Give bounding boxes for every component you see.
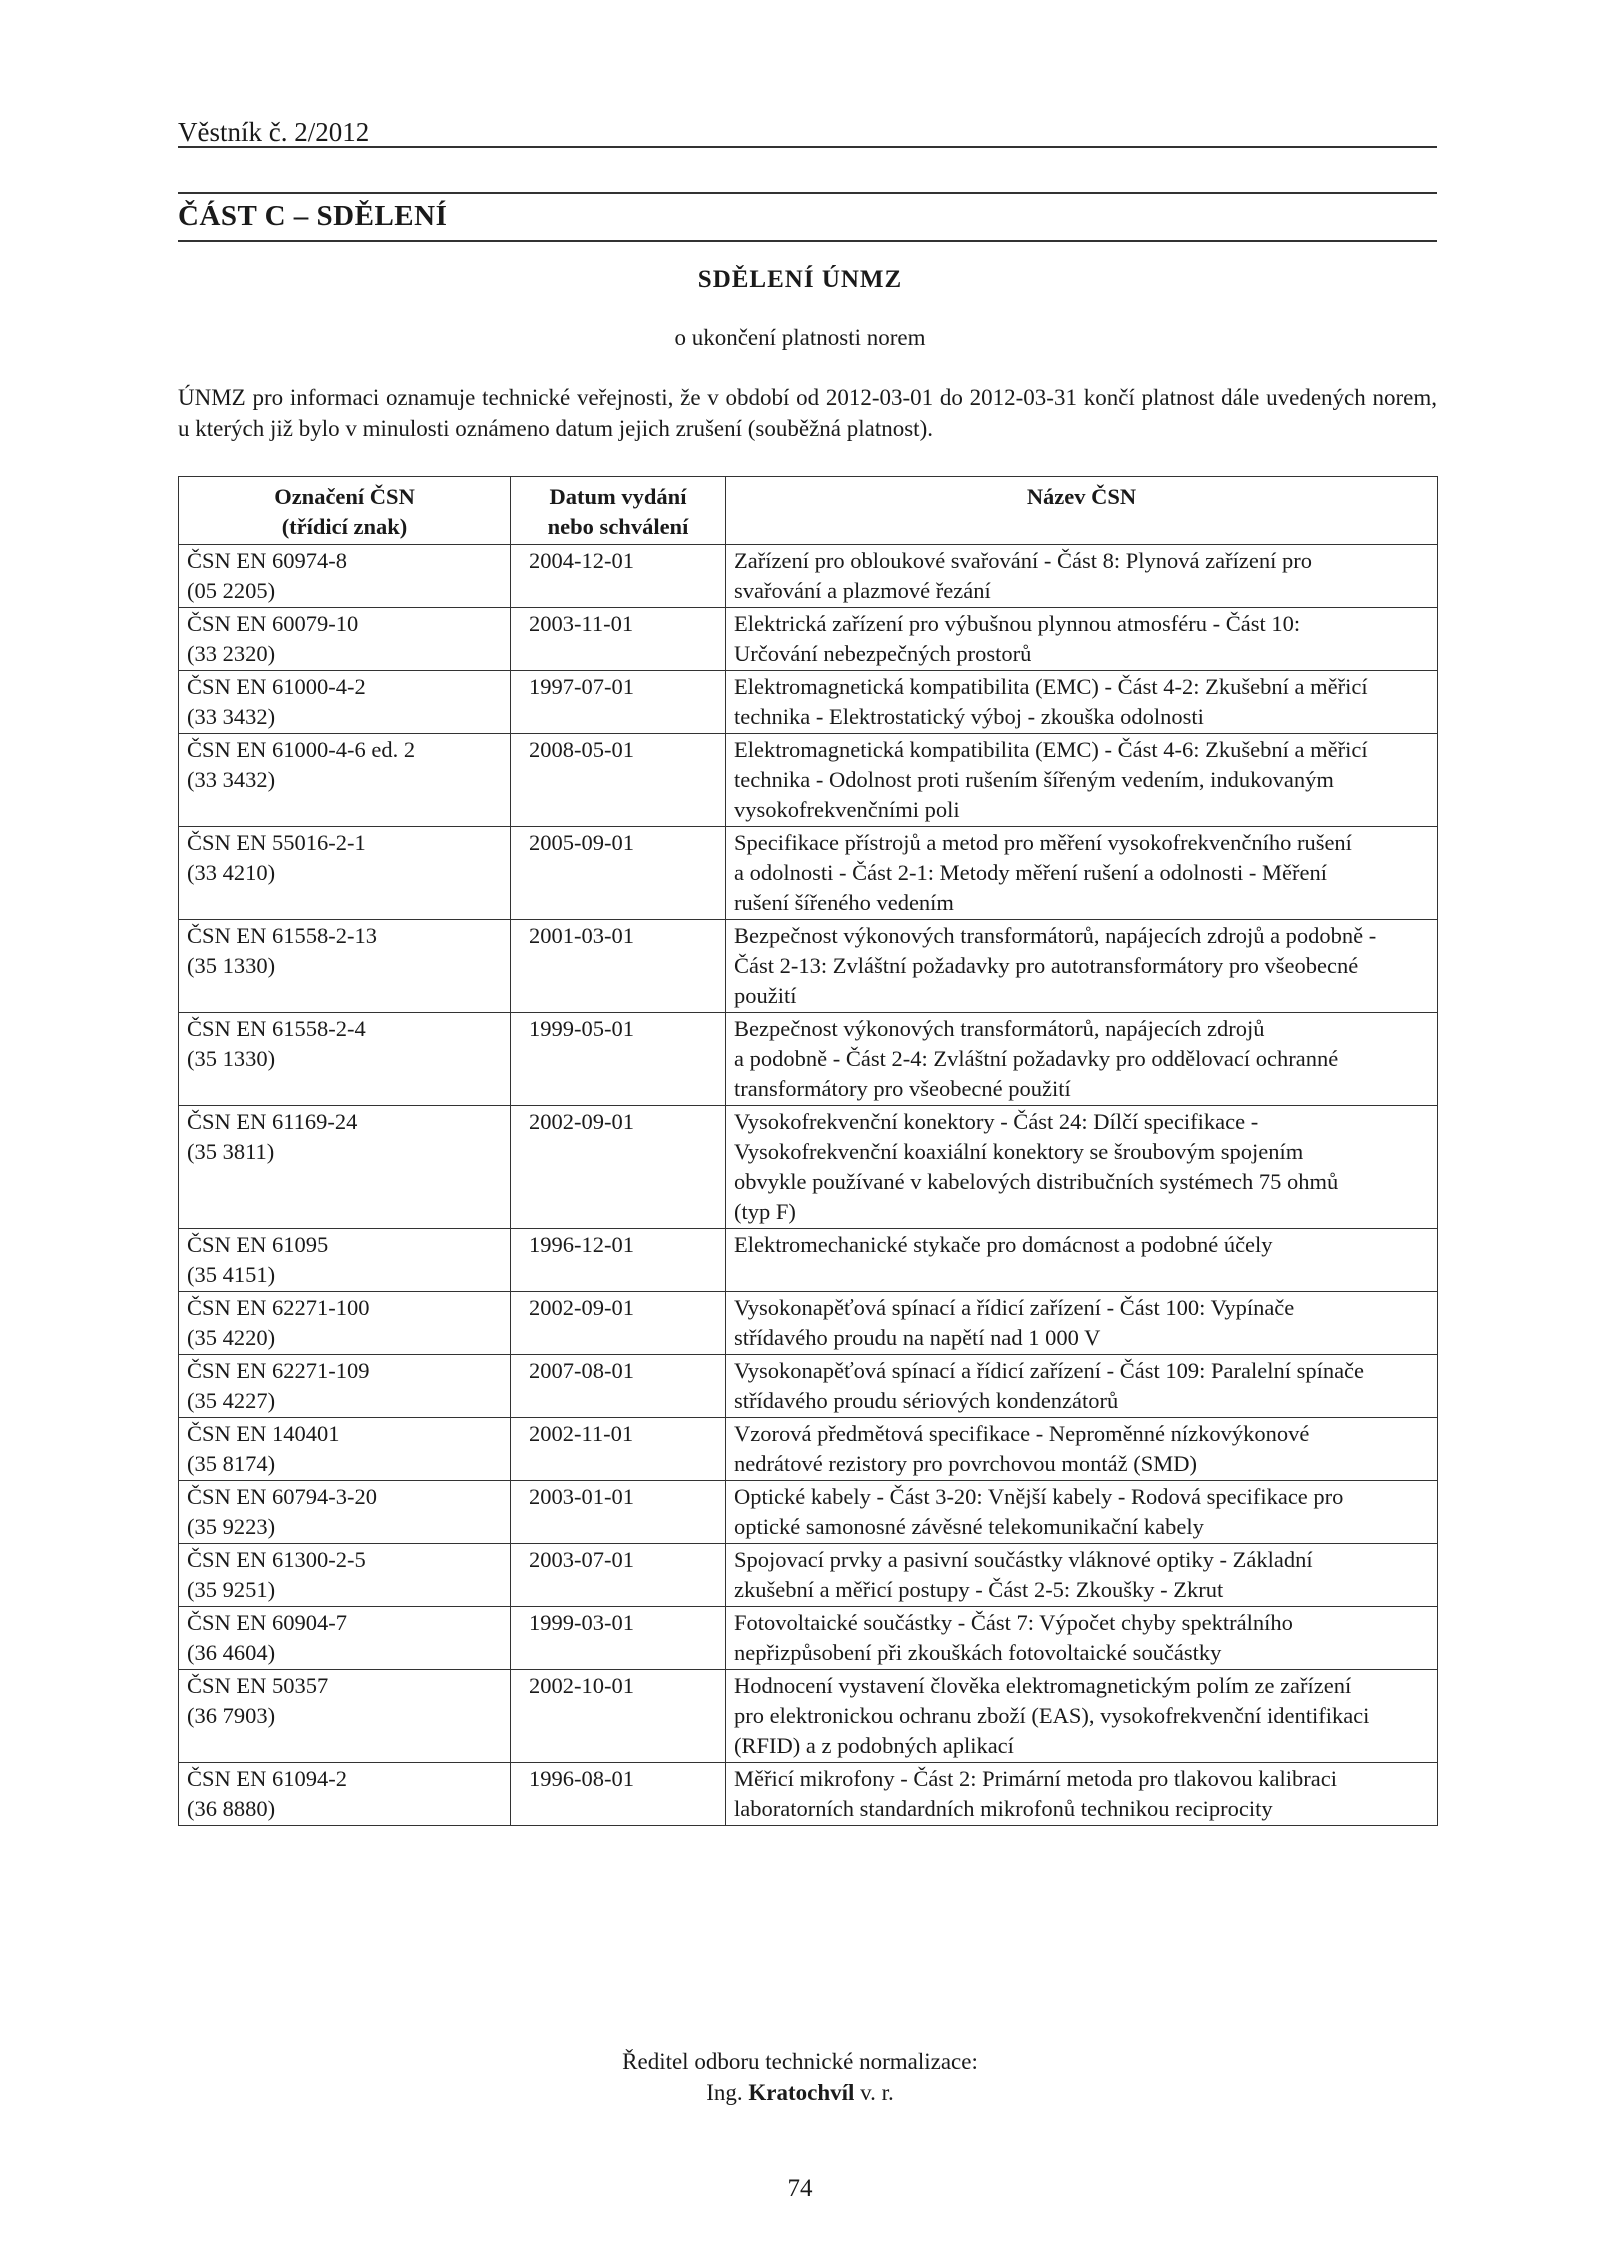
norm-class-code: (35 1330) [187,1046,276,1071]
header-date: Datum vydání nebo schválení [511,477,726,545]
table-row [179,1481,1438,1544]
norm-title-line: Spojovací prvky a pasivní součástky vláknové optiky - Základní [734,1547,1313,1572]
norm-designation-cell [179,1670,511,1763]
norm-class-code: (33 4210) [187,860,276,885]
norm-designation-cell [179,827,511,920]
norm-title-cell [726,827,1438,920]
norm-title-line: Část 2-13: Zvláštní požadavky pro autotransformátory pro všeobecné [734,953,1359,978]
table-row [179,1670,1438,1763]
norm-code: ČSN EN 61558-2-13 [187,923,377,948]
notice-title: SDĚLENÍ ÚNMZ [697,266,903,293]
norm-title-line: Optické kabely - Část 3-20: Vnější kabely - Rodová specifikace pro [734,1484,1344,1509]
norm-title-cell [726,1229,1438,1292]
table-row [179,1229,1438,1292]
norm-designation-cell [179,608,511,671]
norm-class-code: (36 7903) [187,1703,276,1728]
norm-title-line: Měřicí mikrofony - Část 2: Primární metoda pro tlakovou kalibraci [734,1766,1337,1791]
norm-title-line: obvykle používané v kabelových distribučních systémech 75 ohmů [734,1169,1339,1194]
norm-title-line: Vysokonapěťová spínací a řídicí zařízení - Část 100: Vypínače [734,1295,1295,1320]
norm-date: 2003-07-01 [511,1544,726,1607]
signature-block [0,2046,1600,2108]
table-row [179,1013,1438,1106]
norm-designation-cell [179,920,511,1013]
norm-title-line: Elektromagnetická kompatibilita (EMC) - Část 4-6: Zkušební a měřicí [734,737,1368,762]
norm-class-code: (35 1330) [187,953,276,978]
norm-title-line: nepřizpůsobení při zkouškách fotovoltaické součástky [734,1640,1222,1665]
norm-title-line: Fotovoltaické součástky - Část 7: Výpočet chyby spektrálního [734,1610,1293,1635]
norm-class-code: (35 3811) [187,1139,275,1164]
norm-code: ČSN EN 62271-109 [187,1358,370,1383]
norm-designation-cell [179,1013,511,1106]
notice-subtitle: o ukončení platnosti norem [674,325,926,350]
norm-designation-cell [179,1418,511,1481]
norm-title-line: Vzorová předmětová specifikace - Neproměnné nízkovýkonové [734,1421,1310,1446]
table-row [179,1763,1438,1826]
header-designation: Označení ČSN (třídicí znak) [179,477,511,545]
norm-title-cell [726,1481,1438,1544]
norm-title-line: Vysokonapěťová spínací a řídicí zařízení - Část 109: Paralelní spínače [734,1358,1365,1383]
norm-date: 1996-08-01 [511,1763,726,1826]
norm-date: 1999-03-01 [511,1607,726,1670]
signature-role: Ředitel odboru technické normalizace: [622,2049,978,2074]
norm-designation-cell [179,1355,511,1418]
norm-title-line: střídavého proudu na napětí nad 1 000 V [734,1325,1101,1350]
signature-suffix: v. r. [860,2080,894,2105]
norm-code: ČSN EN 61000-4-6 ed. 2 [187,737,416,762]
header-title: Název ČSN [726,477,1438,545]
norm-title-cell [726,1418,1438,1481]
norm-code: ČSN EN 60904-7 [187,1610,348,1635]
norm-title-line: transformátory pro všeobecné použití [734,1076,1071,1101]
norm-class-code: (05 2205) [187,578,276,603]
norm-code: ČSN EN 61094-2 [187,1766,348,1791]
norm-title-cell [726,1763,1438,1826]
table-row [179,608,1438,671]
table-row [179,671,1438,734]
norm-title-cell [726,545,1438,608]
norm-title-line: rušení šířeného vedením [734,890,954,915]
table-row [179,1355,1438,1418]
norm-date: 2002-11-01 [511,1418,726,1481]
signature-name: Kratochvíl [748,2080,855,2105]
header-rule [178,146,1437,148]
norm-class-code: (35 8174) [187,1451,276,1476]
norm-class-code: (35 4151) [187,1262,276,1287]
norm-title-cell [726,608,1438,671]
norm-date: 2002-09-01 [511,1106,726,1229]
norm-designation-cell [179,1763,511,1826]
norm-title-line: Zařízení pro obloukové svařování - Část 8: Plynová zařízení pro [734,548,1312,573]
norm-date: 1997-07-01 [511,671,726,734]
section-top-rule [178,192,1437,194]
norm-class-code: (35 4227) [187,1388,276,1413]
signature-prefix: Ing. [706,2080,743,2105]
norm-title-line: svařování a plazmové řezání [734,578,991,603]
norm-code: ČSN EN 140401 [187,1421,340,1446]
norm-designation-cell [179,734,511,827]
norm-title-line: Bezpečnost výkonových transformátorů, napájecích zdrojů [734,1016,1265,1041]
norm-title-cell [726,1106,1438,1229]
table-row [179,545,1438,608]
table-row [179,1418,1438,1481]
norm-code: ČSN EN 61558-2-4 [187,1016,366,1041]
norm-code: ČSN EN 50357 [187,1673,329,1698]
norm-title-line: Určování nebezpečných prostorů [734,641,1032,666]
norm-code: ČSN EN 62271-100 [187,1295,370,1320]
norm-title-line: zkušební a měřicí postupy - Část 2-5: Zkoušky - Zkrut [734,1577,1224,1602]
norm-title-line: (RFID) a z podobných aplikací [734,1733,1014,1758]
norm-title-cell [726,920,1438,1013]
norm-designation-cell [179,1544,511,1607]
norm-designation-cell [179,1481,511,1544]
norm-title-cell [726,1544,1438,1607]
norm-class-code: (35 4220) [187,1325,276,1350]
norm-date: 1996-12-01 [511,1229,726,1292]
norm-date: 2005-09-01 [511,827,726,920]
norm-designation-cell [179,1607,511,1670]
norm-title-cell [726,1013,1438,1106]
norm-title-line: optické samonosné závěsné telekomunikační kabely [734,1514,1204,1539]
signature-name-line [0,2077,1600,2108]
norm-date: 2001-03-01 [511,920,726,1013]
norm-designation-cell [179,1292,511,1355]
norm-title-cell [726,1292,1438,1355]
table-row [179,734,1438,827]
norm-title-line: střídavého proudu sériových kondenzátorů [734,1388,1119,1413]
norm-title-line: laboratorních standardních mikrofonů technikou reciprocity [734,1796,1273,1821]
norm-date: 2002-10-01 [511,1670,726,1763]
norm-title-line: Vysokofrekvenční koaxiální konektory se šroubovým spojením [734,1139,1304,1164]
norm-title-cell [726,671,1438,734]
norm-title-line: vysokofrekvenčními poli [734,797,960,822]
norm-date: 2003-11-01 [511,608,726,671]
norm-code: ČSN EN 61300-2-5 [187,1547,366,1572]
norm-code: ČSN EN 60794-3-20 [187,1484,377,1509]
norm-title-line: nedrátové rezistory pro povrchovou montáž (SMD) [734,1451,1197,1476]
norm-code: ČSN EN 61095 [187,1232,329,1257]
norm-title-line: technika - Odolnost proti rušením šířeným vedením, indukovaným [734,767,1334,792]
section-bottom-rule [178,240,1437,242]
norm-designation-cell [179,545,511,608]
table-row [179,1292,1438,1355]
norm-title-line: Vysokofrekvenční konektory - Část 24: Dílčí specifikace - [734,1109,1259,1134]
norm-title-line: Elektrická zařízení pro výbušnou plynnou atmosféru - Část 10: [734,611,1301,636]
norm-date: 2007-08-01 [511,1355,726,1418]
table-header-row [179,477,1438,545]
table-row [179,827,1438,920]
norm-title-line: použití [734,983,797,1008]
norm-title-cell [726,1355,1438,1418]
norm-designation-cell [179,671,511,734]
table-body [179,545,1438,1826]
table-row [179,920,1438,1013]
norm-title-line: technika - Elektrostatický výboj - zkouška odolnosti [734,704,1204,729]
norm-class-code: (35 9251) [187,1577,276,1602]
norm-title-cell [726,1670,1438,1763]
norm-class-code: (33 3432) [187,767,276,792]
norm-title-line: a podobně - Část 2-4: Zvláštní požadavky pro oddělovací ochranné [734,1046,1339,1071]
norm-title-line: Bezpečnost výkonových transformátorů, napájecích zdrojů a podobně - [734,923,1377,948]
journal-header: Věstník č. 2/2012 [178,117,370,147]
norm-title-line: Elektromechanické stykače pro domácnost a podobné účely [734,1232,1273,1257]
norm-date: 2002-09-01 [511,1292,726,1355]
norm-date: 2008-05-01 [511,734,726,827]
table-row [179,1106,1438,1229]
norm-code: ČSN EN 61169-24 [187,1109,358,1134]
table-row [179,1607,1438,1670]
norm-date: 2004-12-01 [511,545,726,608]
norm-title-line: Hodnocení vystavení člověka elektromagnetickým polím ze zařízení [734,1673,1352,1698]
norm-designation-cell [179,1106,511,1229]
norms-table [178,476,1438,1826]
section-title: ČÁST C – SDĚLENÍ [178,200,448,232]
norm-designation-cell [179,1229,511,1292]
page-number: 74 [787,2175,813,2202]
table-row [179,1544,1438,1607]
norm-title-cell [726,734,1438,827]
norm-class-code: (36 4604) [187,1640,276,1665]
norm-class-code: (35 9223) [187,1514,276,1539]
norm-title-line: a odolnosti - Část 2-1: Metody měření rušení a odolnosti - Měření [734,860,1328,885]
norm-title-line: (typ F) [734,1199,796,1224]
norm-title-cell [726,1607,1438,1670]
norm-code: ČSN EN 60974-8 [187,548,348,573]
norm-title-line: Specifikace přístrojů a metod pro měření vysokofrekvenčního rušení [734,830,1352,855]
norm-class-code: (33 3432) [187,704,276,729]
norm-code: ČSN EN 61000-4-2 [187,674,366,699]
norm-class-code: (36 8880) [187,1796,276,1821]
norm-code: ČSN EN 60079-10 [187,611,359,636]
intro-paragraph: ÚNMZ pro informaci oznamuje technické veřejnosti, že v období od 2012-03-01 do 2012-03-31 končí platnost dále uvedených norem, u kterých již bylo v minulosti oznámeno datum jejich zrušení (souběžná platnost). [178,385,1437,441]
norm-date: 2003-01-01 [511,1481,726,1544]
norm-class-code: (33 2320) [187,641,276,666]
norm-title-line: Elektromagnetická kompatibilita (EMC) - Část 4-2: Zkušební a měřicí [734,674,1368,699]
norm-date: 1999-05-01 [511,1013,726,1106]
norm-code: ČSN EN 55016-2-1 [187,830,366,855]
norm-title-line: pro elektronickou ochranu zboží (EAS), vysokofrekvenční identifikaci [734,1703,1370,1728]
